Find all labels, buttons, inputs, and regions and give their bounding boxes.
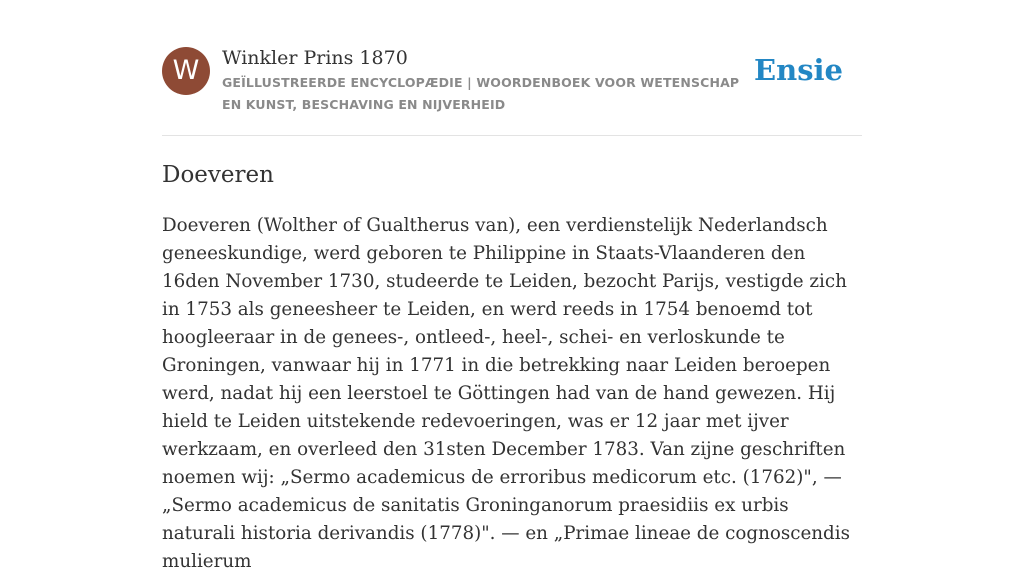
source-title[interactable]: Winkler Prins 1870 xyxy=(222,47,408,69)
source-avatar[interactable]: W xyxy=(162,47,210,95)
page xyxy=(162,0,862,572)
entry-title: Doeveren xyxy=(162,162,274,188)
source-subtitle: GEÏLLUSTREERDE ENCYCLOPÆDIE | WOORDENBOEK VOOR WETENSCHAP EN KUNST, BESCHAVING EN NIJVERHEID xyxy=(222,75,740,112)
entry-body: Doeveren (Wolther of Gualtherus van), een verdienstelijk Nederlandsch geneeskundige, werd geboren te Philippine in Staats-Vlaanderen den 16den November 1730, studeerde te Leiden, bezocht Parijs, vestigde zich in 1753 als geneesheer te Leiden, en werd reeds in 1754 benoemd tot hoogleeraar in de genees-, ontleed-, heel-, schei- en verloskunde te Groningen, vanwaar hij in 1771 in die betrekking naar Leiden beroepen werd, nadat hij een leerstoel te Göttingen had van de hand gewezen. Hij hield te Leiden uitstekende redevoeringen, was er 12 jaar met ijver werkzaam, en overleed den 31sten December 1783. Van zijne geschriften noemen wij: „Sermo academicus de erroribus medicorum etc. (1762)", — „Sermo academicus de sanitatis Groninganorum praesidiis ex urbis naturali historia derivandis (1778)". — en „Primae lineae de cognoscendis mulierum xyxy=(162,215,850,572)
ensie-logo[interactable]: Ensie xyxy=(754,53,843,87)
header-divider xyxy=(162,135,862,136)
source-header xyxy=(162,44,862,136)
